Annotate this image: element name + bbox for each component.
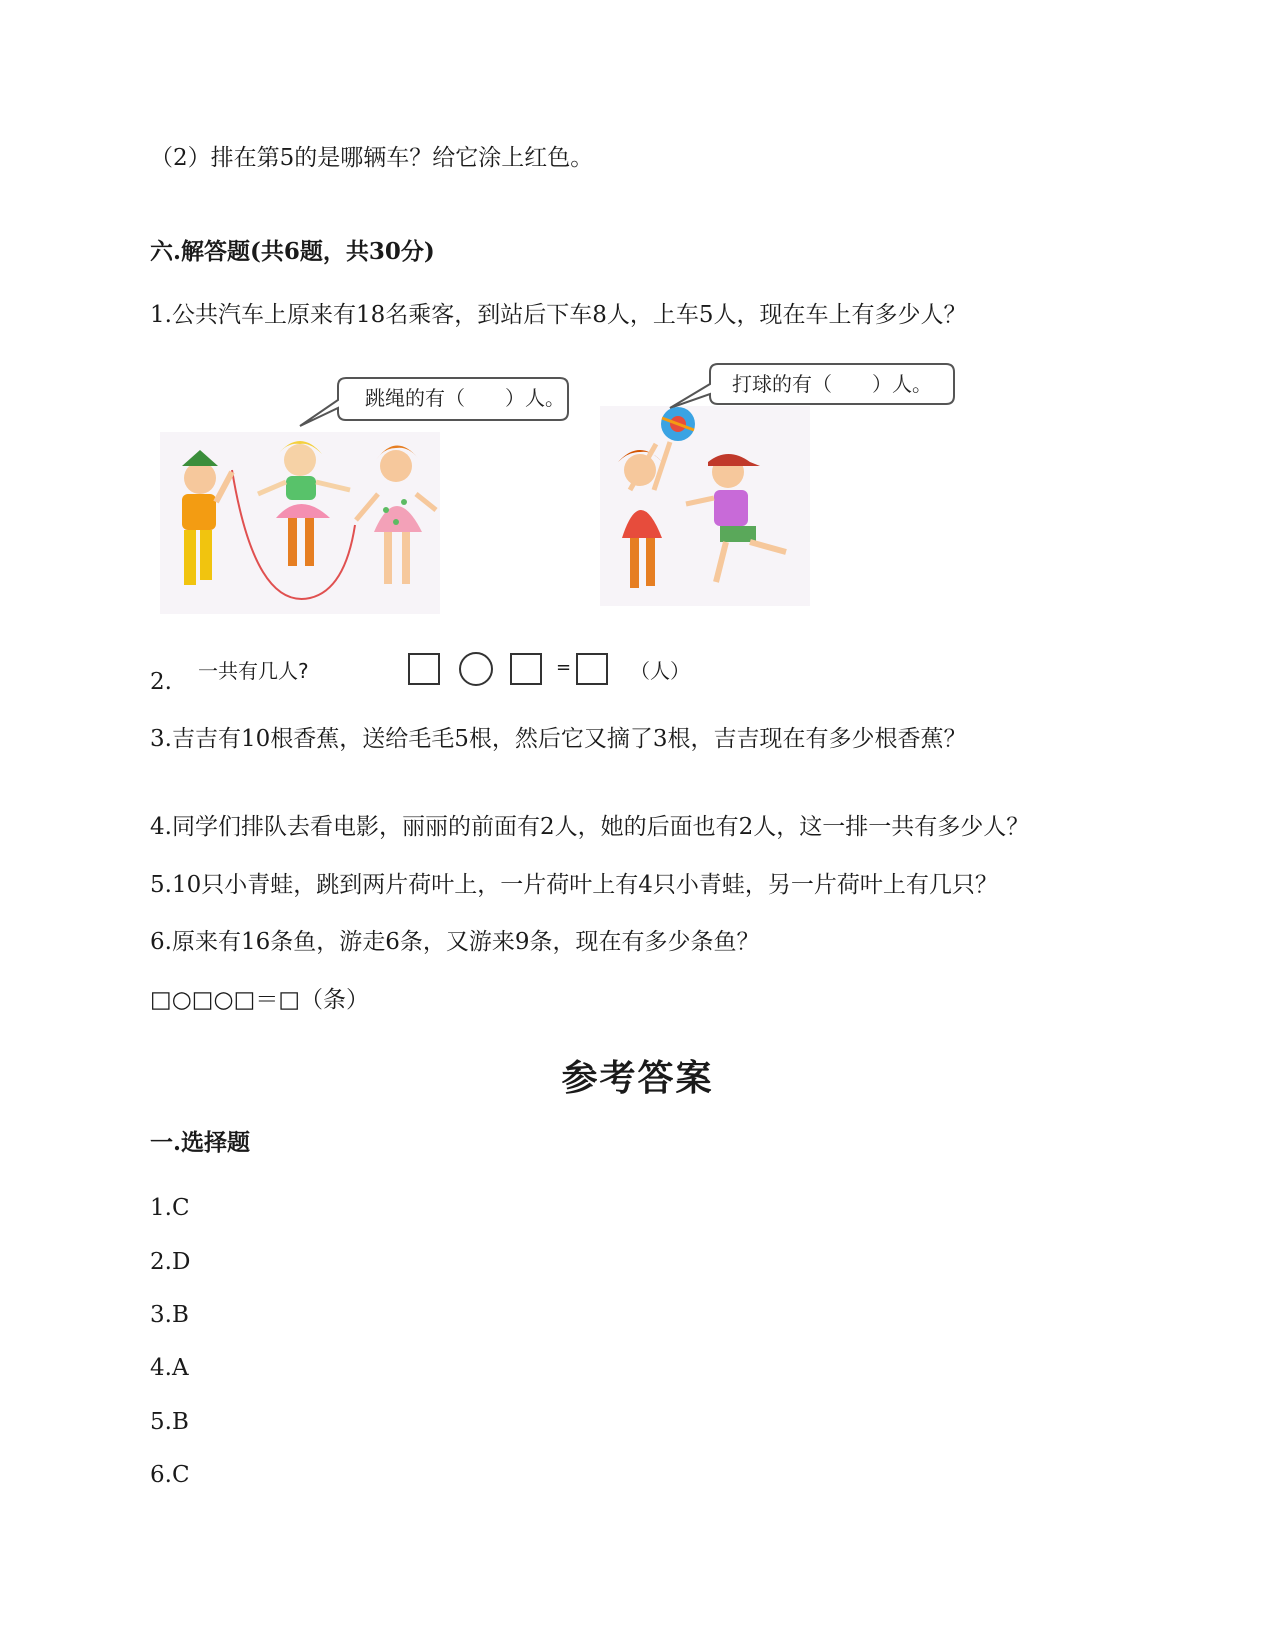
answers-title: 参考答案 — [561, 1057, 714, 1099]
answer-box-1[interactable] — [408, 653, 440, 685]
equals-sign: = — [556, 657, 572, 678]
question-5-part-2: （2）排在第5的是哪辆车？给它涂上红色。 — [150, 145, 594, 171]
answer-item: 4.A — [150, 1355, 189, 1381]
answer-item: 3.B — [150, 1302, 189, 1328]
equation-unit: （人） — [630, 659, 690, 683]
answers-section-1-heading: 一.选择题 — [150, 1129, 251, 1156]
question-6-6-formula: □○□○□＝□（条） — [150, 987, 370, 1013]
question-6-6: 6.原来有16条鱼，游走6条，又游来9条，现在有多少条鱼？ — [150, 929, 760, 955]
jump-rope-illustration — [160, 370, 580, 615]
answer-item: 2.D — [150, 1249, 191, 1275]
ball-play-bubble-text: 打球的有（ ）人。 — [732, 372, 932, 396]
answer-box-2[interactable] — [510, 653, 542, 685]
ball-play-illustration — [600, 358, 960, 613]
section-6-heading: 六.解答题(共6题，共30分) — [150, 238, 435, 265]
question-6-4: 4.同学们排队去看电影，丽丽的前面有2人，她的后面也有2人，这一排一共有多少人？ — [150, 814, 1030, 840]
question-6-5: 5.10只小青蛙，跳到两片荷叶上，一片荷叶上有4只小青蛙，另一片荷叶上有几只？ — [150, 872, 998, 898]
equation-label: 一共有几人? — [198, 659, 309, 683]
answer-item: 1.C — [150, 1195, 190, 1221]
question-6-1: 1.公共汽车上原来有18名乘客，到站后下车8人，上车5人，现在车上有多少人？ — [150, 302, 967, 328]
jump-rope-bubble-text: 跳绳的有（ ）人。 — [365, 386, 565, 410]
question-6-2-number: 2. — [150, 669, 172, 695]
answer-box-result[interactable] — [576, 653, 608, 685]
answer-item: 6.C — [150, 1462, 190, 1488]
question-6-3: 3.吉吉有10根香蕉，送给毛毛5根，然后它又摘了3根，吉吉现在有多少根香蕉？ — [150, 726, 967, 752]
answer-item: 5.B — [150, 1409, 189, 1435]
operator-circle[interactable] — [459, 652, 493, 686]
